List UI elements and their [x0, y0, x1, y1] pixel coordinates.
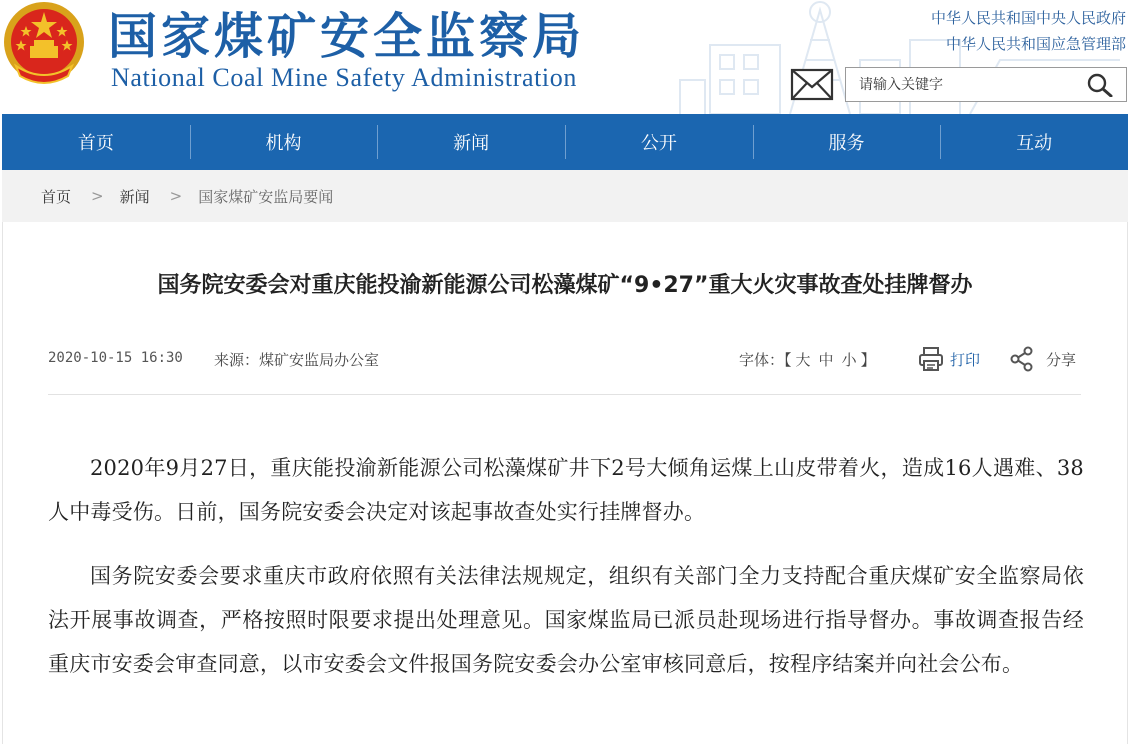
- font-size-medium[interactable]: 中: [818, 351, 834, 369]
- nav-item-organization[interactable]: 机构: [190, 114, 378, 170]
- article-paragraph: 国务院安委会要求重庆市政府依照有关法律法规规定，组织有关部门全力支持配合重庆煤矿安全监察局依法开展事故调查，严格按照时限要求提出处理意见。国家煤监局已派员赴现场进行指导督办。事故调查报告经重庆市安委会审查同意，以市安委会文件报国务院安委会办公室审核同意后，按程序结案并向社会公布。: [48, 564, 1084, 676]
- font-size-control: [739, 349, 876, 370]
- breadcrumb-separator: >: [169, 187, 183, 205]
- meta-divider: [48, 394, 1081, 395]
- government-links: [931, 5, 1126, 57]
- article-body: [48, 446, 1084, 706]
- share-icon: [1010, 346, 1034, 372]
- nav-item-news[interactable]: 新闻: [377, 114, 565, 170]
- print-label: 打印: [950, 350, 981, 369]
- breadcrumb-separator: >: [91, 187, 104, 205]
- breadcrumb-news[interactable]: 新闻: [119, 187, 150, 206]
- nav-item-home[interactable]: 首页: [77, 133, 114, 154]
- main-nav: [2, 114, 1128, 170]
- breadcrumb-current[interactable]: 国家煤矿安监局要闻: [198, 187, 334, 206]
- publish-date: 2020-10-15 16:30: [48, 350, 183, 366]
- printer-icon: [918, 346, 944, 372]
- article-title: 国务院安委会对重庆能投渝新能源公司松藻煤矿“9•27”重大火灾事故查处挂牌督办: [157, 273, 973, 298]
- font-size-small[interactable]: 小: [841, 351, 857, 369]
- envelope-icon[interactable]: [790, 67, 834, 103]
- breadcrumb: [41, 170, 333, 222]
- print-button[interactable]: [918, 346, 980, 372]
- bracket-open: 【: [784, 351, 792, 369]
- article-source: 来源：煤矿安监局办公室: [214, 351, 380, 369]
- search-box: [845, 67, 1127, 102]
- breadcrumb-bar: [2, 170, 1128, 222]
- article-meta: [48, 346, 1081, 374]
- site-header: [0, 0, 1130, 114]
- share-label: 分享: [1046, 350, 1077, 369]
- breadcrumb-home[interactable]: 首页: [41, 187, 72, 206]
- article-paragraph: 2020年9月27日，重庆能投渝新能源公司松藻煤矿井下2号大倾角运煤上山皮带着火，造成16人遇难、38人中毒受伤。日前，国务院安委会决定对该起事故查处实行挂牌督办。: [48, 456, 1084, 524]
- link-emergency-ministry[interactable]: 中华人民共和国应急管理部: [945, 35, 1126, 53]
- share-button[interactable]: [1010, 346, 1076, 372]
- national-emblem-icon: [2, 0, 86, 90]
- font-size-large[interactable]: 大: [795, 351, 811, 369]
- bracket-close: 】: [860, 351, 876, 369]
- nav-item-services[interactable]: 服务: [753, 114, 941, 170]
- search-icon[interactable]: [1086, 73, 1114, 97]
- search-input[interactable]: [846, 68, 1076, 101]
- site-title-en: National Coal Mine Safety Administration: [111, 63, 577, 92]
- font-size-label: 字体：: [739, 351, 785, 369]
- nav-item-interaction[interactable]: 互动: [940, 114, 1128, 170]
- nav-item-public[interactable]: 公开: [565, 114, 753, 170]
- link-central-government[interactable]: 中华人民共和国中央人民政府: [930, 9, 1126, 27]
- site-title-cn: 国家煤矿安全监察局: [108, 7, 586, 65]
